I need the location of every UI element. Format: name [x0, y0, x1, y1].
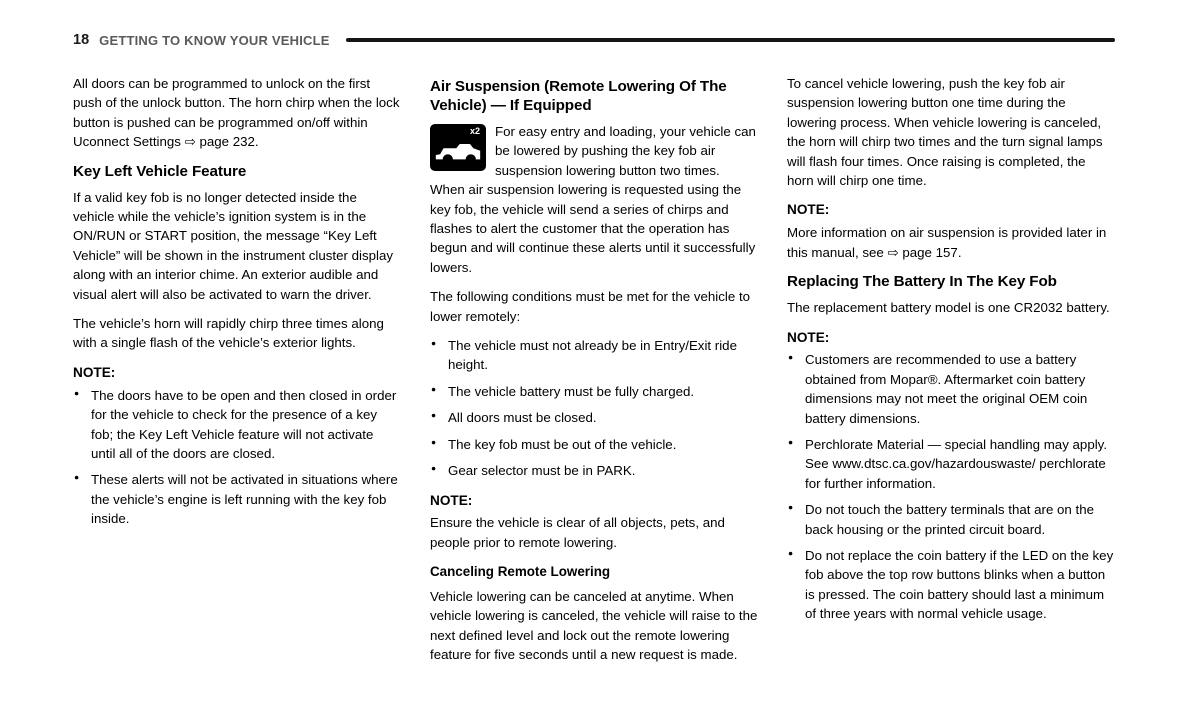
- list-item: ● These alerts will not be activated in situations where the vehicle’s engine is left running with the key fob inside.: [73, 470, 401, 528]
- paragraph-more-info: More information on air suspension is provided later in this manual, see ⇨ page 157.: [787, 225, 1107, 260]
- list-item: ● The doors have to be open and then closed in order for the vehicle to check for the presence of a key fob; the Key Left Vehicle feature will not activate until all of the doors are closed.: [73, 386, 401, 464]
- paragraph-cancel-lowering: To cancel vehicle lowering, push the key fob air suspension lowering button one time during the lowering process. When vehicle lowering is canceled, the horn will chirp two times and the turn signal lamps will flash four times. Once raising is completed, the horn will chirp one time.: [787, 76, 1103, 189]
- paragraph-key-left-description: If a valid key fob is no longer detected inside the vehicle while the vehicle’s ignition system is in the ON/RUN or START position, the message “Key Left Vehicle” will be shown in the instrument cluster display along with an interior chime. An exterior audible and visual alert will also be activated to warn the driver.: [73, 189, 394, 302]
- note-label: NOTE:: [430, 492, 473, 508]
- bullet-list: [787, 350, 1115, 623]
- list-item: ● Do not replace the coin battery if the LED on the key fob above the top row buttons blinks when a button is pressed. The coin battery should last a minimum of three years with normal vehicle usage.: [787, 546, 1115, 624]
- paragraph-conditions-intro: The following conditions must be met for the vehicle to lower remotely:: [430, 289, 751, 324]
- icon-paragraph: [430, 122, 758, 277]
- section-title: GETTING TO KNOW YOUR VEHICLE: [99, 32, 330, 48]
- paragraph-cancel-anytime: Vehicle lowering can be canceled at anytime. When vehicle lowering is canceled, the vehicle will raise to the next defined level and lock out the remote lowering feature for five seconds until a new request is made.: [430, 588, 758, 662]
- page-header: [73, 32, 1115, 48]
- paragraph-horn-chirp: The vehicle’s horn will rapidly chirp three times along with a single flash of the vehicle’s exterior lights.: [73, 316, 384, 351]
- list-item: ● Customers are recommended to use a battery obtained from Mopar®. Aftermarket coin battery dimensions may not meet the original OEM coin battery dimensions.: [787, 350, 1115, 428]
- column-layout: [73, 74, 1115, 674]
- bullet-list: [73, 386, 401, 529]
- note-label: NOTE:: [787, 329, 830, 345]
- heading-key-left-vehicle: Key Left Vehicle Feature: [73, 162, 247, 180]
- heading-air-suspension: Air Suspension (Remote Lowering Of The Vehicle) — If Equipped: [430, 78, 727, 114]
- heading-replacing-battery: Replacing The Battery In The Key Fob: [787, 273, 1057, 291]
- key-fob-lowering-button-icon: [430, 124, 486, 171]
- vehicle-silhouette-icon: [434, 138, 482, 167]
- header-rule: [346, 38, 1115, 42]
- press-twice-label: x2: [469, 126, 480, 136]
- list-item: ● The vehicle must not already be in Entry/Exit ride height.: [430, 336, 758, 375]
- page-number: 18: [73, 32, 90, 48]
- column-3: [787, 74, 1115, 674]
- note-label: NOTE:: [73, 364, 116, 380]
- list-item: ● Gear selector must be in PARK.: [430, 461, 758, 480]
- list-item: ● The vehicle battery must be fully charged.: [430, 382, 758, 401]
- list-item: ● The key fob must be out of the vehicle.: [430, 435, 758, 454]
- column-1: [73, 74, 401, 674]
- list-item: ● All doors must be closed.: [430, 408, 758, 427]
- paragraph-battery-model: The replacement battery model is one CR2032 battery.: [787, 300, 1110, 316]
- paragraph-doors-programmed: All doors can be programmed to unlock on the first push of the unlock button. The horn chirp when the lock button is pushed can be programmed on/off within Uconnect Settings ⇨ page 232.: [73, 76, 400, 150]
- paragraph-note-clear: Ensure the vehicle is clear of all objects, pets, and people prior to remote lowering.: [430, 515, 725, 550]
- paragraph-lowering-intro: For easy entry and loading, your vehicle can be lowered by pushing the key fob air suspension lowering button two times. When air suspension lowering is requested using the key fob, the vehicle will send a series of chirps and flashes to alert the customer that the operation has begun and will continue these alerts until it successfully lowers.: [430, 124, 756, 275]
- column-2: [430, 74, 758, 674]
- note-label: NOTE:: [787, 202, 830, 218]
- bullet-list: [430, 336, 758, 480]
- list-item: ● Perchlorate Material — special handling may apply. See www.dtsc.ca.gov/hazardouswaste/ perchlorate for further information.: [787, 435, 1115, 493]
- subheading-canceling-remote-lowering: Canceling Remote Lowering: [430, 564, 611, 580]
- list-item: ● Do not touch the battery terminals that are on the back housing or the printed circuit board.: [787, 500, 1115, 539]
